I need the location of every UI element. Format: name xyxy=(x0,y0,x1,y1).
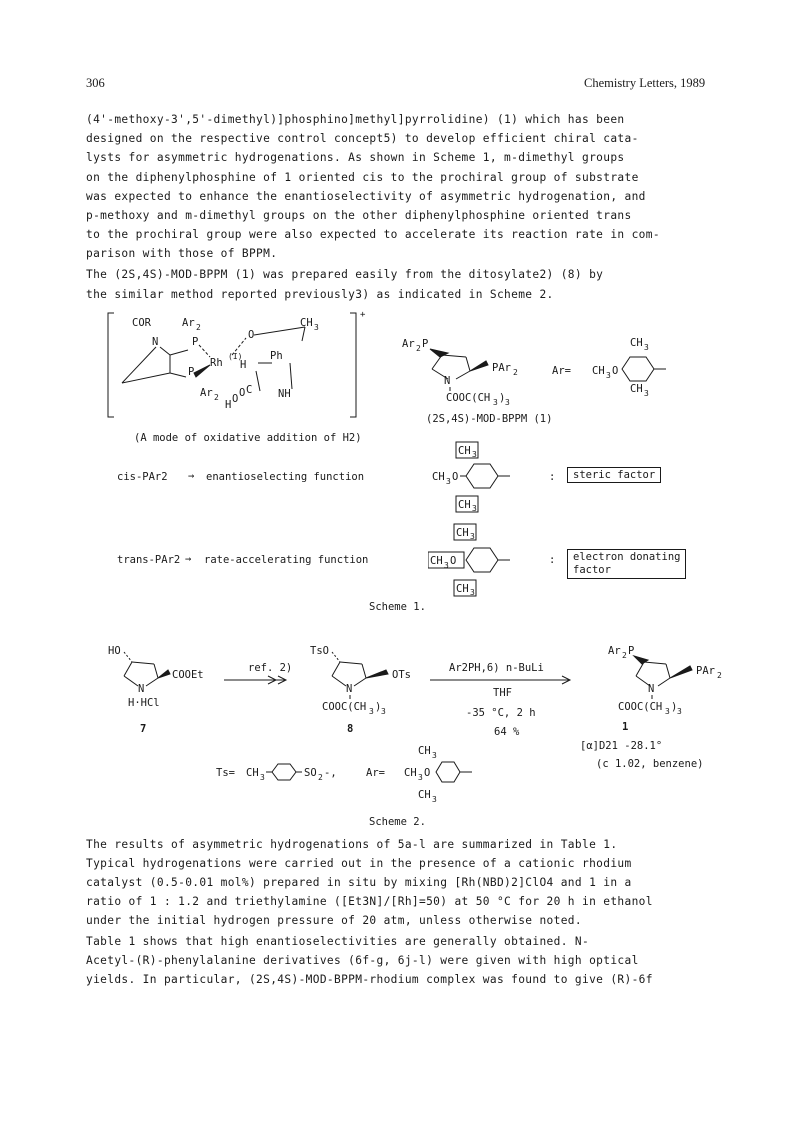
svg-text:C: C xyxy=(246,384,253,396)
svg-text:P: P xyxy=(422,338,429,350)
intro-line: the similar method reported previously3) as indicated in Scheme 2. xyxy=(86,288,554,301)
svg-text:3: 3 xyxy=(493,398,498,407)
conditions-label: -35 °C, 2 h xyxy=(466,707,536,719)
svg-text:3: 3 xyxy=(381,707,386,716)
svg-text:CH: CH xyxy=(432,471,445,483)
svg-text:HO: HO xyxy=(108,645,121,657)
optical-rotation: [α]D21 -28.1° xyxy=(580,740,663,752)
svg-text:2: 2 xyxy=(318,773,323,782)
svg-text:CH: CH xyxy=(300,317,313,329)
scheme2-structures xyxy=(100,638,740,808)
svg-text:N: N xyxy=(138,683,145,695)
scheme1-structures xyxy=(100,305,720,435)
rotation-conditions: (c 1.02, benzene) xyxy=(596,758,704,770)
svg-text:SO: SO xyxy=(304,767,317,779)
intro-line: p-methoxy and m-dimethyl groups on the other diphenylphosphine oriented trans xyxy=(86,209,632,222)
svg-text:H: H xyxy=(240,359,247,371)
electron-donating-box xyxy=(567,549,686,579)
svg-text:2: 2 xyxy=(214,393,219,402)
svg-text:COR: COR xyxy=(132,317,151,329)
body-line: The results of asymmetric hydrogenations of 5a-l are summarized in Table 1. xyxy=(86,838,618,851)
page-number: 306 xyxy=(86,76,105,90)
svg-text:O: O xyxy=(424,767,431,779)
svg-text:Ar: Ar xyxy=(402,338,415,350)
svg-text:CH: CH xyxy=(456,527,469,539)
svg-text:3: 3 xyxy=(260,773,265,782)
arrow-icon: → xyxy=(185,553,192,565)
svg-text:): ) xyxy=(375,701,382,713)
svg-text:CH: CH xyxy=(456,583,469,595)
svg-text:Ar=: Ar= xyxy=(366,767,385,779)
svg-text:3: 3 xyxy=(472,450,477,459)
compound-1-label: 1 xyxy=(622,721,629,733)
svg-text:CH: CH xyxy=(430,555,443,567)
intro-line: to the prochiral group were also expected to accelerate its reaction rate in com- xyxy=(86,228,660,241)
ligand-name: (2S,4S)-MOD-BPPM (1) xyxy=(426,413,553,425)
body-line: Acetyl-(R)-phenylalanine derivatives (6f-g, 6j-l) were given with high optical xyxy=(86,954,639,967)
svg-text:N: N xyxy=(346,683,353,695)
body-line: yields. In particular, (2S,4S)-MOD-BPPM-rhodium complex was found to give (R)-6f xyxy=(86,973,653,986)
svg-text:CH: CH xyxy=(246,767,259,779)
scheme1-caption: Scheme 1. xyxy=(369,601,426,613)
svg-text:P: P xyxy=(192,336,199,348)
svg-text:Ts=: Ts= xyxy=(216,767,235,779)
intro-line: was expected to enhance the enantioselectivity of asymmetric hydrogenation, and xyxy=(86,190,646,203)
scheme2-caption: Scheme 2. xyxy=(369,816,426,828)
svg-text:3: 3 xyxy=(470,588,475,597)
svg-text:CH: CH xyxy=(458,445,471,457)
svg-text:Ar: Ar xyxy=(608,645,621,657)
svg-text:Ph: Ph xyxy=(270,350,283,362)
svg-text:PAr: PAr xyxy=(696,665,715,677)
svg-text:Rh: Rh xyxy=(210,357,223,369)
svg-text:3: 3 xyxy=(444,561,449,570)
svg-text:3: 3 xyxy=(446,477,451,486)
oxidative-addition-caption: (A mode of oxidative addition of H2) xyxy=(134,432,362,444)
intro-line: designed on the respective control concept5) to develop efficient chiral cata- xyxy=(86,132,639,145)
svg-text:N: N xyxy=(444,375,451,387)
svg-text:(I): (I) xyxy=(228,352,243,361)
intro-line: on the diphenylphosphine of 1 oriented cis to the prochiral group of substrate xyxy=(86,171,639,184)
svg-text:2: 2 xyxy=(416,344,421,353)
svg-text:2: 2 xyxy=(196,323,201,332)
body-line: Table 1 shows that high enantioselectivities are generally obtained. N- xyxy=(86,935,590,948)
svg-text:3: 3 xyxy=(644,343,649,352)
trans-label: trans-PAr2 xyxy=(117,554,181,566)
body-line: catalyst (0.5-0.01 mol%) prepared in situ by mixing [Rh(NBD)2]ClO4 and 1 in a xyxy=(86,876,632,889)
body-line: Typical hydrogenations were carried out in the presence of a cationic rhodium xyxy=(86,857,632,870)
svg-text:CH: CH xyxy=(630,337,643,349)
svg-text:3: 3 xyxy=(432,795,437,804)
svg-text:3: 3 xyxy=(314,323,319,332)
svg-text:3: 3 xyxy=(644,389,649,398)
body-line: under the initial hydrogen pressure of 20 atm, unless otherwise noted. xyxy=(86,914,582,927)
svg-text:CH: CH xyxy=(404,767,417,779)
intro-line: (4'-methoxy-3',5'-dimethyl)]phosphino]methyl]pyrrolidine) (1) which has been xyxy=(86,113,625,126)
body-line: ratio of 1 : 1.2 and triethylamine ([Et3N]/[Rh]=50) at 50 °C for 20 h in ethanol xyxy=(86,895,653,908)
svg-text:): ) xyxy=(499,392,506,404)
svg-text:3: 3 xyxy=(472,504,477,513)
svg-text:2: 2 xyxy=(513,368,518,377)
svg-text:N: N xyxy=(152,336,159,348)
svg-text:CH: CH xyxy=(418,789,431,801)
yield-label: 64 % xyxy=(494,726,520,738)
svg-text:3: 3 xyxy=(369,707,374,716)
svg-text:O: O xyxy=(612,365,619,377)
compound-7-label: 7 xyxy=(140,723,147,735)
svg-text:3: 3 xyxy=(677,707,682,716)
svg-text:PAr: PAr xyxy=(492,362,511,374)
svg-text:2: 2 xyxy=(717,671,722,680)
svg-text:H·HCl: H·HCl xyxy=(128,697,160,709)
factor-line: factor xyxy=(573,564,611,576)
svg-text:O: O xyxy=(450,555,457,567)
svg-text:H: H xyxy=(225,399,232,411)
svg-text:3: 3 xyxy=(505,398,510,407)
svg-text:3: 3 xyxy=(665,707,670,716)
svg-text:TsO: TsO xyxy=(310,645,329,657)
cis-label: cis-PAr2 xyxy=(117,471,168,483)
svg-text:-,: -, xyxy=(324,767,337,779)
svg-text:Ar: Ar xyxy=(200,387,213,399)
cis-function: enantioselecting function xyxy=(206,471,365,483)
svg-text:CH: CH xyxy=(458,499,471,511)
svg-text:COOC(CH: COOC(CH xyxy=(446,392,491,404)
svg-text:): ) xyxy=(671,701,678,713)
svg-text:Ar: Ar xyxy=(182,317,195,329)
journal-running-head: Chemistry Letters, 1989 xyxy=(584,76,706,90)
cis-aryl-structure xyxy=(430,440,530,516)
steric-factor-box: steric factor xyxy=(567,467,661,483)
svg-text:CH: CH xyxy=(630,383,643,395)
svg-text:NH: NH xyxy=(278,388,291,400)
svg-text:3: 3 xyxy=(606,371,611,380)
trans-function: rate-accelerating function xyxy=(204,554,369,566)
intro-line: lysts for asymmetric hydrogenations. As shown in Scheme 1, m-dimethyl groups xyxy=(86,151,625,164)
svg-text:COOC(CH: COOC(CH xyxy=(322,701,367,713)
svg-text:P: P xyxy=(628,645,635,657)
trans-aryl-structure xyxy=(428,522,528,600)
svg-text:2: 2 xyxy=(622,651,627,660)
svg-text:CH: CH xyxy=(592,365,605,377)
svg-text:N: N xyxy=(648,683,655,695)
intro-line: parison with those of BPPM. xyxy=(86,247,278,260)
svg-text:Ar=: Ar= xyxy=(552,365,571,377)
intro-line: The (2S,4S)-MOD-BPPM (1) was prepared easily from the ditosylate2) (8) by xyxy=(86,268,604,281)
svg-text:COOC(CH: COOC(CH xyxy=(618,701,663,713)
svg-text:O: O xyxy=(248,329,255,341)
svg-text:OTs: OTs xyxy=(392,669,411,681)
svg-text:CH: CH xyxy=(418,745,431,757)
factor-line: electron donating xyxy=(573,551,681,563)
svg-text:O: O xyxy=(239,387,246,399)
svg-text:COOEt: COOEt xyxy=(172,669,204,681)
svg-text:O: O xyxy=(232,393,239,405)
svg-text:3: 3 xyxy=(418,773,423,782)
arrow-icon: → xyxy=(188,470,195,482)
ref-label: ref. 2) xyxy=(248,662,293,674)
svg-text:O: O xyxy=(452,471,459,483)
svg-text:P: P xyxy=(188,366,195,378)
svg-text:3: 3 xyxy=(470,532,475,541)
reagents-label: Ar2PH,6) n-BuLi xyxy=(449,662,544,674)
svg-text:+: + xyxy=(360,310,366,320)
solvent-label: THF xyxy=(493,687,512,699)
compound-8-label: 8 xyxy=(347,723,354,735)
svg-text:3: 3 xyxy=(432,751,437,760)
